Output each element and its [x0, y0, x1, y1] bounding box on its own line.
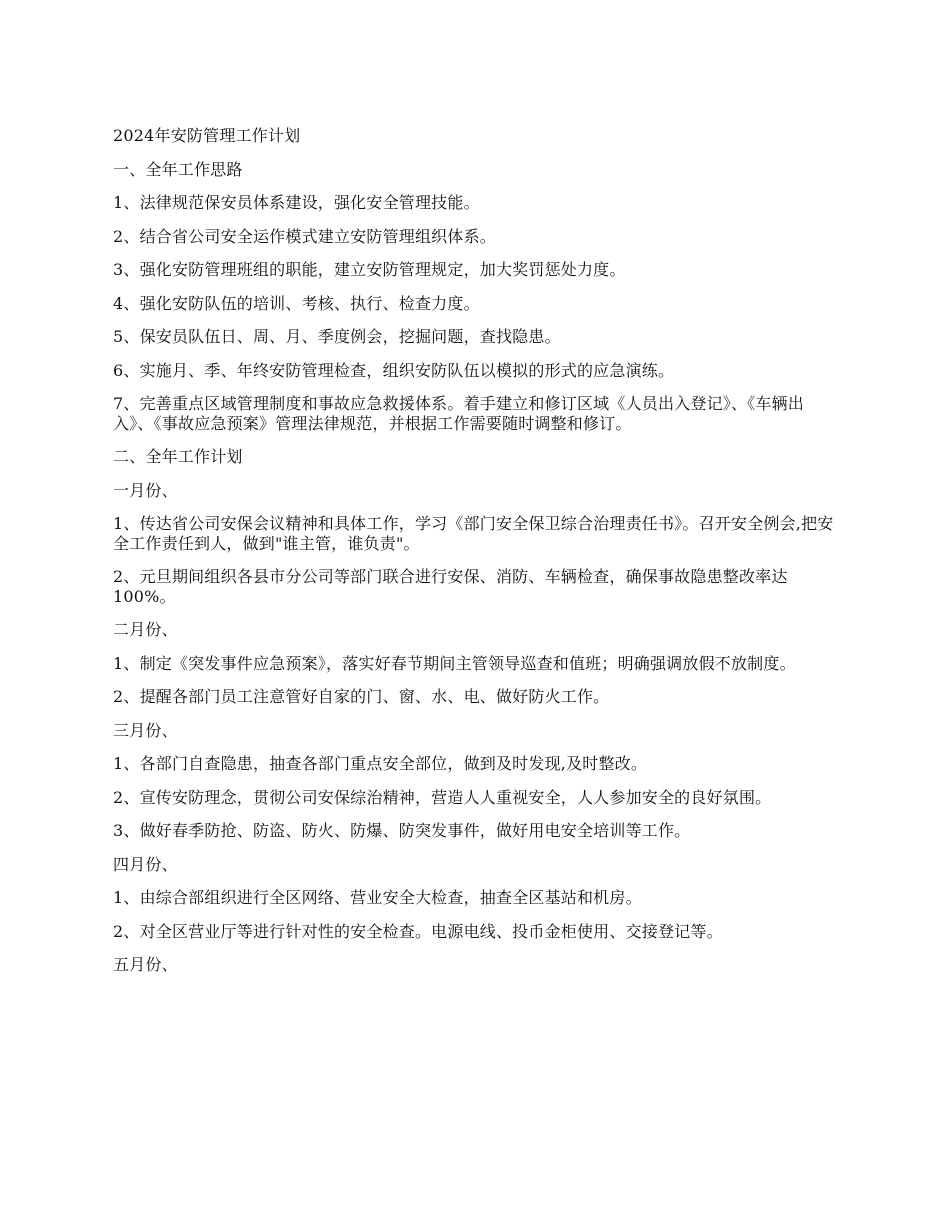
- paragraph: 1、法律规范保安员体系建设，强化安全管理技能。: [113, 193, 480, 212]
- paragraph: 4、强化安防队伍的培训、考核、执行、检查力度。: [113, 293, 480, 313]
- paragraph: 2、对全区营业厅等进行针对性的安全检查。电源电线、投币金柜使用、交接登记等。: [113, 921, 723, 941]
- month-heading: 四月份、: [113, 854, 178, 874]
- document-title: 2024年安防管理工作计划: [113, 126, 301, 145]
- paragraph: 3、做好春季防抢、防盗、防火、防爆、防突发事件，做好用电安全培训等工作。: [113, 821, 691, 840]
- paragraph: 1、传达省公司安保会议精神和具体工作，学习《部门安全保卫综合治理责任书》。召开安全例会,把安全工作责任到人，做到"谁主管，谁负责"。: [113, 514, 834, 553]
- paragraph: 6、实施月、季、年终安防管理检查，组织安防队伍以模拟的形式的应急演练。: [113, 360, 675, 380]
- section-heading: 一、全年工作思路: [113, 159, 243, 179]
- document-body: [113, 126, 835, 989]
- paragraph: 2、宣传安防理念，贯彻公司安保综治精神，营造人人重视安全，人人参加安全的良好氛围。: [113, 787, 772, 807]
- month-heading: 二月份、: [113, 620, 178, 639]
- paragraph: 2、元旦期间组织各县市分公司等部门联合进行安保、消防、车辆检查，确保事故隐患整改率达100%。: [113, 567, 788, 606]
- paragraph: 3、强化安防管理班组的职能，建立安防管理规定，加大奖罚惩处力度。: [113, 260, 626, 279]
- month-heading: 三月份、: [113, 720, 178, 740]
- paragraph: 2、结合省公司安全运作模式建立安防管理组织体系。: [113, 226, 496, 246]
- section-heading: 二、全年工作计划: [113, 447, 243, 466]
- month-heading: 一月份、: [113, 480, 178, 500]
- paragraph: 5、保安员队伍日、周、月、季度例会，挖掘问题，查找隐患。: [113, 327, 561, 346]
- month-heading: 五月份、: [113, 955, 178, 974]
- paragraph: 2、提醒各部门员工注意管好自家的门、窗、水、电、做好防火工作。: [113, 687, 610, 706]
- paragraph: 1、各部门自查隐患，抽查各部门重点安全部位，做到及时发现,及时整改。: [113, 754, 648, 773]
- paragraph: 1、制定《突发事件应急预案》，落实好春节期间主管领导巡查和值班；明确强调放假不放制度。: [113, 653, 796, 673]
- paragraph: 1、由综合部组织进行全区网络、营业安全大检查，抽查全区基站和机房。: [113, 888, 642, 907]
- paragraph: 7、完善重点区域管理制度和事故应急救援体系。着手建立和修订区域《人员出入登记》、《车辆出入》、《事故应急预案》管理法律规范，并根据工作需要随时调整和修订。: [113, 394, 804, 433]
